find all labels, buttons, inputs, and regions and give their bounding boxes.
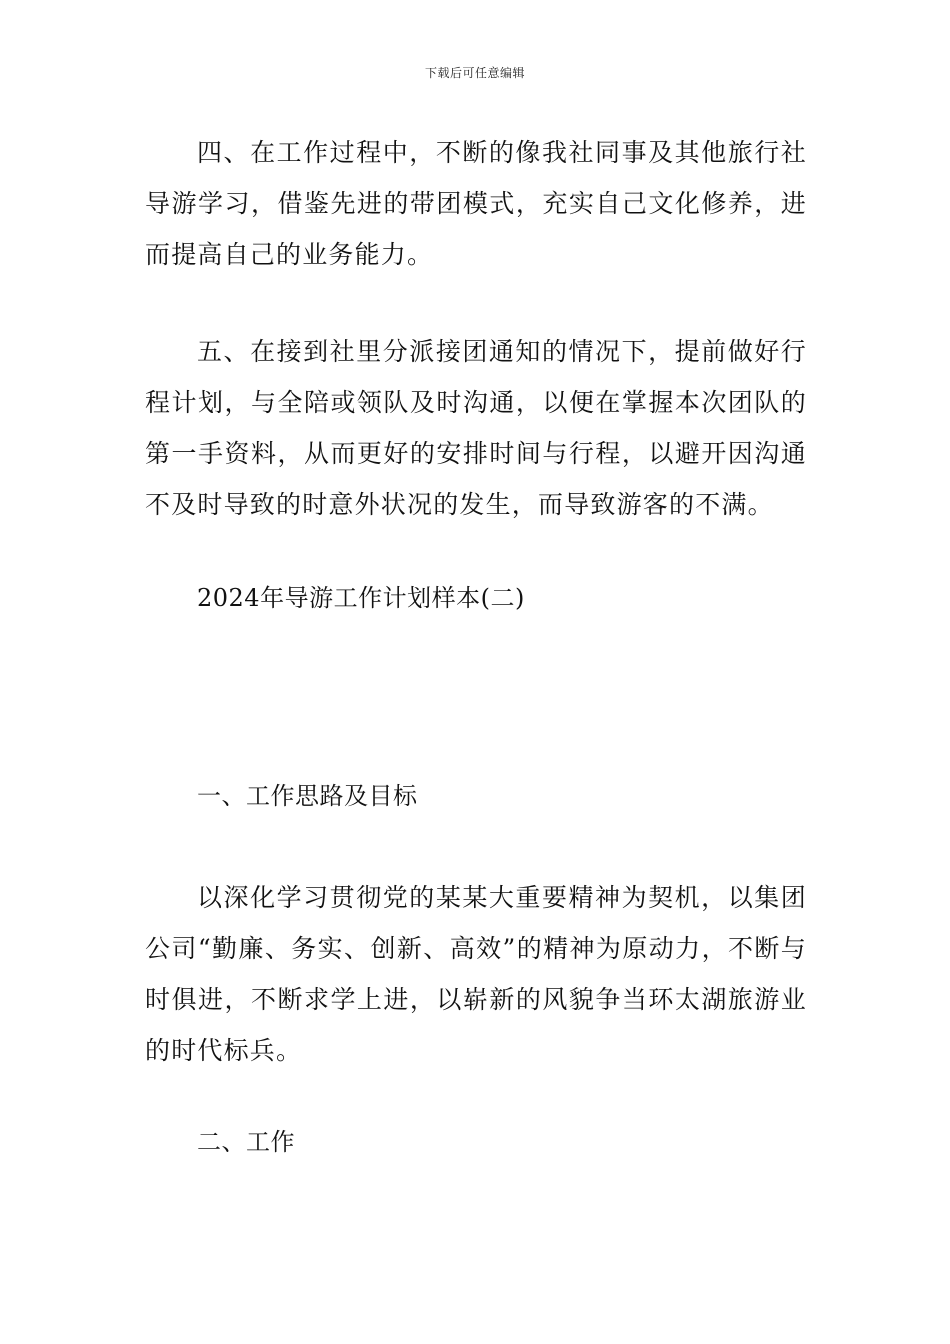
section-one-heading: 一、工作思路及目标 <box>197 782 418 810</box>
page-header-note: 下载后可任意编辑 <box>424 66 525 80</box>
document-title: 2024年导游工作计划样本(二) <box>197 584 525 612</box>
section-two-heading: 二、工作 <box>197 1128 295 1156</box>
section-one-text: 以深化学习贯彻党的某某大重要精神为契机，以集团公司“勤廉、务实、创新、高效”的精神为原动力，不断与时俱进，不断求学上进，以崭新的风貌争当环太湖旅游业的时代标兵。 <box>145 883 807 1065</box>
paragraph-five: 五、在接到社里分派接团通知的情况下，提前做好行程计划，与全陪或领队及时沟通，以便在掌握本次团队的第一手资料，从而更好的安排时间与行程，以避开因沟通不及时导致的时意外状况的发生，而导致游客的不满。 <box>145 337 807 519</box>
paragraph-four: 四、在工作过程中，不断的像我社同事及其他旅行社导游学习，借鉴先进的带团模式，充实自己文化修养，进而提高自己的业务能力。 <box>145 138 807 269</box>
